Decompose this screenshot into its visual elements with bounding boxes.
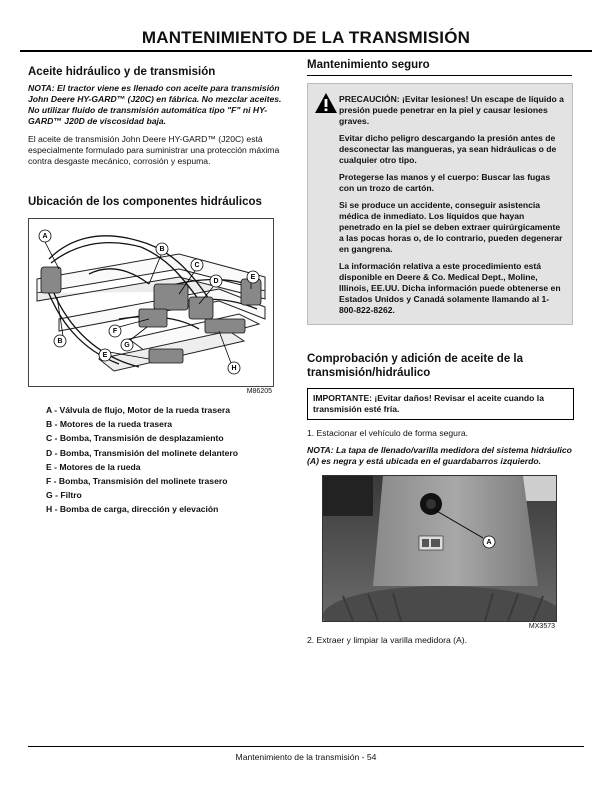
left-column [28,62,294,533]
callout-e-bottom: E [102,352,108,359]
component-legend [46,403,294,517]
legend-item: A - Válvula de flujo, Motor de la rueda trasera [46,405,231,415]
legend-item: E - Motores de la rueda [46,461,141,472]
callout-a: A [42,233,48,240]
figure-code: M86205 [246,388,272,395]
step-2: 2. Extraer y limpiar la varilla medidora (A). [307,635,467,645]
safety-section-title: Mantenimiento seguro [307,59,430,71]
caution-text: Si se produce un accidente, conseguir asistencia médica de inmediato. Los líquidos que hayan penetrado en la piel se deben extraer quirúrgicamente a las pocas horas o, de lo contrario, pueden degenerar en gangrena. [339,200,563,254]
callout-b-top: B [159,246,165,253]
step-1: 1. Estacionar el vehículo de forma segura. [307,428,468,438]
right-column [307,58,572,646]
caution-text: Protegerse las manos y el cuerpo: Buscar las fugas con un trozo de cartón. [339,172,551,193]
legend-item: B - Motores de la rueda trasera [46,419,173,430]
important-text: IMPORTANTE: ¡Evitar daños! Revisar el aceite cuando la transmisión esté fría. [313,393,544,414]
legend-item: C - Bomba, Transmisión de desplazamiento [46,433,224,444]
callout-b-bottom: B [57,338,63,345]
callout-c: C [194,262,200,269]
photo-callout-a: A [486,539,492,546]
safety-rule [307,75,572,76]
caution-text: La información relativa a este procedimiento está disponible en Deere & Co. Medical Dept., Moline, Illinois, EE.UU. Dicha información puede obtenerse en Estados Unidos y Canadá solamente llamando al 1-800-822-8262. [339,261,561,315]
oil-section-title: Aceite hidráulico y de transmisión [28,66,216,78]
callout-f: F [112,328,118,335]
footer-rule [28,746,584,747]
callout-e-right: E [250,274,256,281]
title-rule [20,50,592,52]
callout-h: H [231,365,237,372]
hydraulic-diagram [28,218,274,387]
dipstick-photo [322,475,557,622]
legend-item: F - Bomba, Transmisión del molinete trasero [46,476,228,487]
legend-item: D - Bomba, Transmisión del molinete delantero [46,447,238,458]
warning-icon [314,92,338,114]
legend-item: H - Bomba de carga, dirección y elevación [46,504,219,515]
photo-code: MX3573 [528,623,555,630]
oil-note: NOTA: El tractor viene es llenado con aceite para transmisión John Deere HY-GARD™ (J20C) en fábrica. No mezclar aceites. No utilizar fluido de transmisión automática tipo "F" ni HY-GARD™ J20D de viscosidad baja. [28,83,282,126]
important-box [307,388,574,420]
callout-g: G [124,342,130,349]
check-section-title: Comprobación y adición de aceite de la transmisión/hidráulico [307,353,524,379]
location-section-title: Ubicación de los componentes hidráulicos [28,196,262,208]
caution-text: Evitar dicho peligro descargando la presión antes de desconectar las mangueras, ya sean hidráulicas o de cualquier otro tipo. [339,133,557,165]
caution-box [307,83,573,325]
dipstick-photo-drawing [323,476,556,621]
callout-d: D [213,278,219,285]
page-footer: Mantenimiento de la transmisión - 54 [235,752,377,762]
oil-body: El aceite de transmisión John Deere HY-GARD™ (J20C) está especialmente formulado para suministrar una protección máxima contra desgaste mecánico, corrosión y espuma. [28,134,280,166]
check-note: NOTA: La tapa de llenado/varilla medidora del sistema hidráulico (A) es negra y está ubicada en el guardabarros izquierdo. [307,445,572,466]
hydraulic-diagram-drawing [29,219,273,386]
caution-text: PRECAUCIÓN: ¡Evitar lesiones! Un escape de líquido a presión puede penetrar en la piel y causar lesiones graves. [339,94,564,126]
legend-item: G - Filtro [46,490,82,501]
page-title: MANTENIMIENTO DE LA TRANSMISIÓN [141,28,471,47]
